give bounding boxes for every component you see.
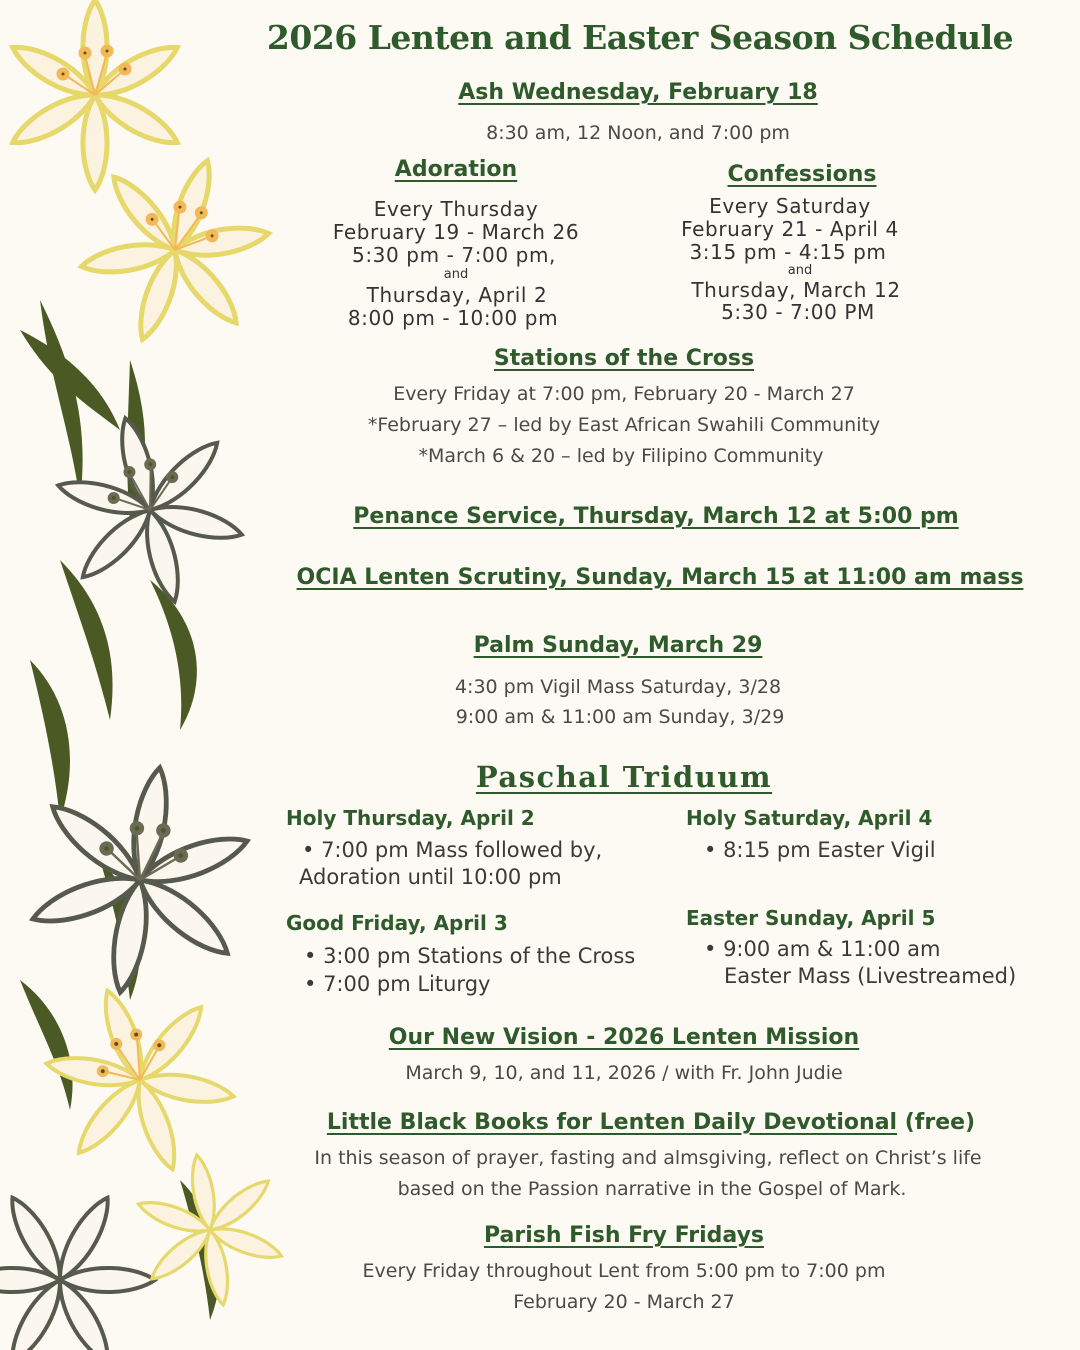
mission-heading: Our New Vision - 2026 Lenten Mission [388,1025,860,1050]
lily-orange-bottom [25,961,256,1200]
ash-wednesday-times: 8:30 am, 12 Noon, and 7:00 pm [486,122,790,144]
devotional-heading: Little Black Books for Lenten Daily Devotional (free) [326,1110,976,1135]
stations-line: Every Friday at 7:00 pm, February 20 - March 27 [393,383,855,405]
holy-saturday-item: • 8:15 pm Easter Vigil [704,838,936,862]
confessions-line: 3:15 pm - 4:15 pm [689,240,887,264]
confessions-line: Every Saturday [709,194,871,218]
easter-sunday-item: • 9:00 am & 11:00 am [704,937,941,961]
mission-text: March 9, 10, and 11, 2026 / with Fr. John Judie [405,1062,843,1084]
palm-sunday-line: 4:30 pm Vigil Mass Saturday, 3/28 [454,676,782,698]
lily-white-2 [16,749,264,1010]
lily-yellow-top [7,0,184,190]
confessions-and: and [787,263,813,278]
good-friday-item: • 3:00 pm Stations of the Cross [304,944,636,968]
easter-sunday-item-cont: Easter Mass (Livestreamed) [724,964,1017,988]
palm-sunday-heading: Palm Sunday, March 29 [473,633,763,658]
ocia-heading: OCIA Lenten Scrutiny, Sunday, March 15 at 11:00 am mass [296,565,1024,590]
good-friday-item: • 7:00 pm Liturgy [304,972,491,996]
stations-line: *March 6 & 20 – led by Filipino Community [418,445,824,467]
adoration-and: and [443,267,469,282]
adoration-line: 8:00 pm - 10:00 pm [347,306,559,330]
page-title: 2026 Lenten and Easter Season Schedule [266,18,1014,57]
confessions-line: 5:30 - 7:00 PM [721,300,875,324]
confessions-heading: Confessions [727,162,877,187]
adoration-heading: Adoration [394,157,518,182]
confessions-line: February 21 - April 4 [681,217,899,241]
holy-saturday-heading: Holy Saturday, April 4 [686,806,933,830]
devotional-line: based on the Passion narrative in the Gospel of Mark. [397,1178,907,1200]
adoration-line: Thursday, April 2 [366,283,548,307]
holy-thursday-item: • 7:00 pm Mass followed by, [302,838,603,862]
devotional-line: In this season of prayer, fasting and almsgiving, reflect on Christ’s life [314,1147,982,1169]
stations-heading: Stations of the Cross [493,346,755,371]
ash-wednesday-heading: Ash Wednesday, February 18 [458,80,818,105]
adoration-line: 5:30 pm - 7:00 pm, [352,243,556,267]
lily-white-bottom [0,1154,184,1350]
easter-sunday-heading: Easter Sunday, April 5 [686,906,936,930]
stations-line: *February 27 – led by East African Swahili Community [367,414,881,436]
fish-fry-line: Every Friday throughout Lent from 5:00 pm to 7:00 pm [362,1260,886,1282]
palm-sunday-line: 9:00 am & 11:00 am Sunday, 3/29 [455,706,785,728]
schedule-content [266,0,1070,1350]
fish-fry-line: February 20 - March 27 [513,1291,735,1313]
lily-floral-border [0,0,290,1350]
penance-heading: Penance Service, Thursday, March 12 at 5:00 pm [353,504,959,529]
adoration-line: February 19 - March 26 [332,220,580,244]
adoration-line: Every Thursday [373,197,539,221]
confessions-line: Thursday, March 12 [691,278,901,302]
holy-thursday-item-cont: Adoration until 10:00 pm [299,865,562,889]
good-friday-heading: Good Friday, April 3 [286,911,508,935]
fish-fry-heading: Parish Fish Fry Fridays [483,1223,765,1248]
holy-thursday-heading: Holy Thursday, April 2 [286,806,535,830]
paschal-triduum-heading: Paschal Triduum [475,760,773,794]
